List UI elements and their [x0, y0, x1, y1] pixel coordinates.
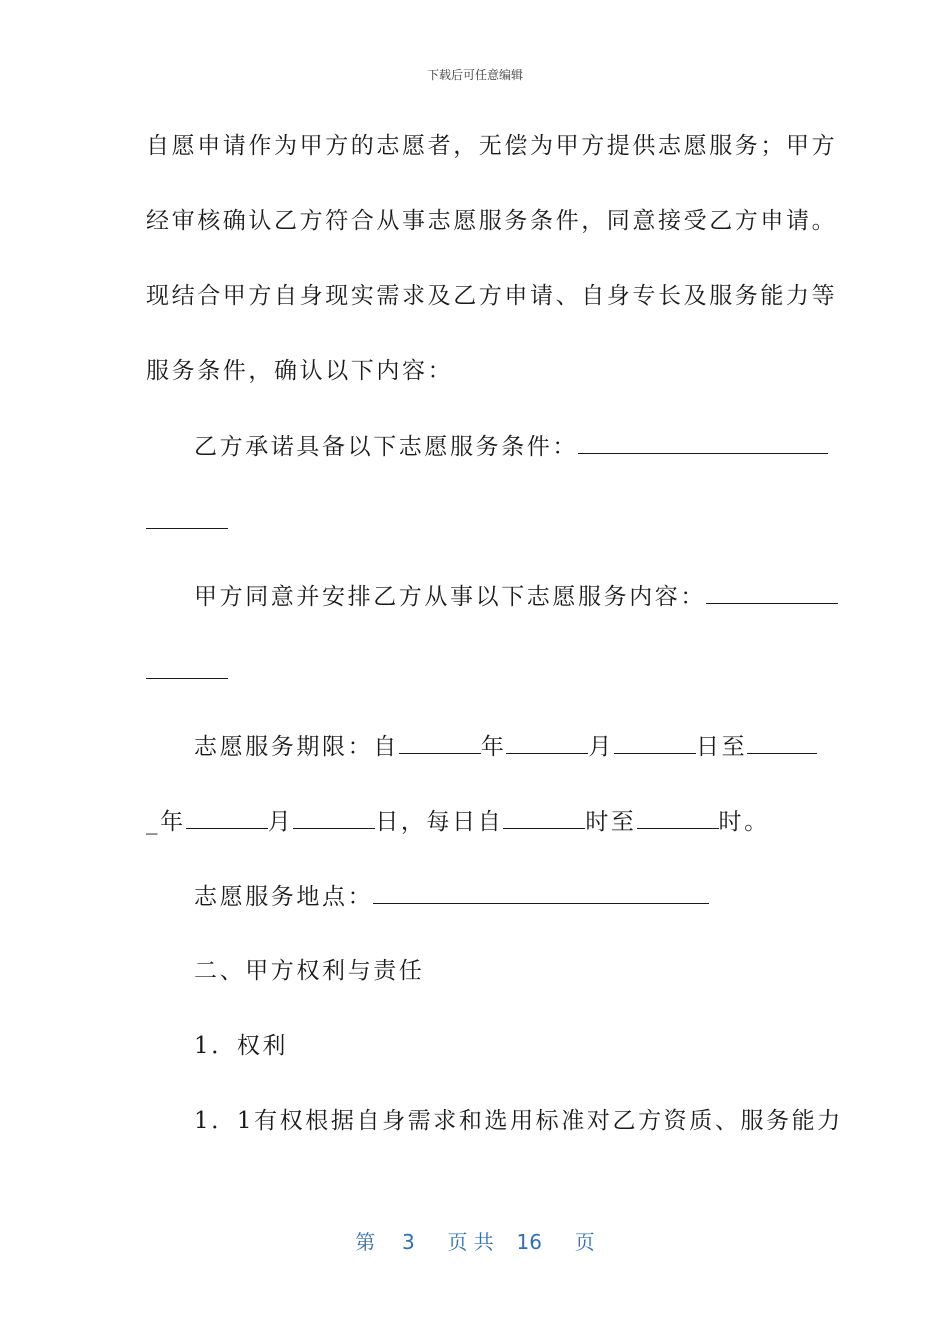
subsection-heading: 1．权利 [194, 1033, 289, 1059]
footer-prefix: 第 [355, 1230, 376, 1254]
section-heading: 二、甲方权利与责任 [194, 958, 425, 984]
blank [503, 806, 585, 829]
day-to-label: 日至 [696, 734, 748, 760]
hour-end-label: 时。 [718, 809, 770, 835]
year-label: 年 [480, 734, 507, 760]
period-label: 志愿服务期限：自 [194, 734, 399, 760]
blank [293, 806, 375, 829]
blank [747, 731, 817, 754]
paragraph-line: 1．1有权根据自身需求和选用标准对乙方资质、服务能力 [194, 1108, 843, 1134]
conditions-label: 乙方承诺具备以下志愿服务条件： [194, 434, 578, 460]
page-header: 下载后可任意编辑 [426, 68, 523, 82]
year2-label: _年 [146, 809, 186, 835]
conditions-blank [578, 431, 828, 454]
blank [399, 731, 481, 754]
period-line [194, 731, 817, 762]
paragraph-line: 服务条件，确认以下内容： [146, 358, 454, 384]
blank [614, 731, 696, 754]
footer-mid: 页 共 [447, 1230, 494, 1254]
paragraph-line: 经审核确认乙方符合从事志愿服务条件，同意接受乙方申请。 [146, 208, 838, 234]
footer-suffix: 页 [574, 1230, 595, 1254]
content-blank [706, 581, 838, 604]
blank [186, 806, 268, 829]
paragraph-line: 现结合甲方自身现实需求及乙方申请、自身专长及服务能力等 [146, 283, 838, 309]
footer-total-pages: 16 [516, 1230, 542, 1254]
hour-to-label: 时至 [585, 809, 637, 835]
content-blank-cont [146, 656, 228, 679]
location-line [194, 881, 709, 912]
content-line-cont [146, 656, 228, 687]
page-footer [0, 1226, 950, 1255]
period-line-cont [146, 806, 770, 837]
footer-page-number: 3 [402, 1230, 415, 1254]
content-label: 甲方同意并安排乙方从事以下志愿服务内容： [194, 584, 706, 610]
paragraph-line: 自愿申请作为甲方的志愿者，无偿为甲方提供志愿服务；甲方 [146, 133, 838, 159]
conditions-line [194, 431, 828, 462]
content-line [194, 581, 838, 612]
month-label: 月 [267, 809, 294, 835]
location-blank [373, 881, 709, 904]
blank [506, 731, 588, 754]
conditions-line-cont [146, 506, 228, 537]
blank [637, 806, 719, 829]
month-label: 月 [588, 734, 615, 760]
daily-from-label: 日，每日自 [375, 809, 504, 835]
conditions-blank-cont [146, 506, 228, 529]
location-label: 志愿服务地点： [194, 884, 374, 910]
